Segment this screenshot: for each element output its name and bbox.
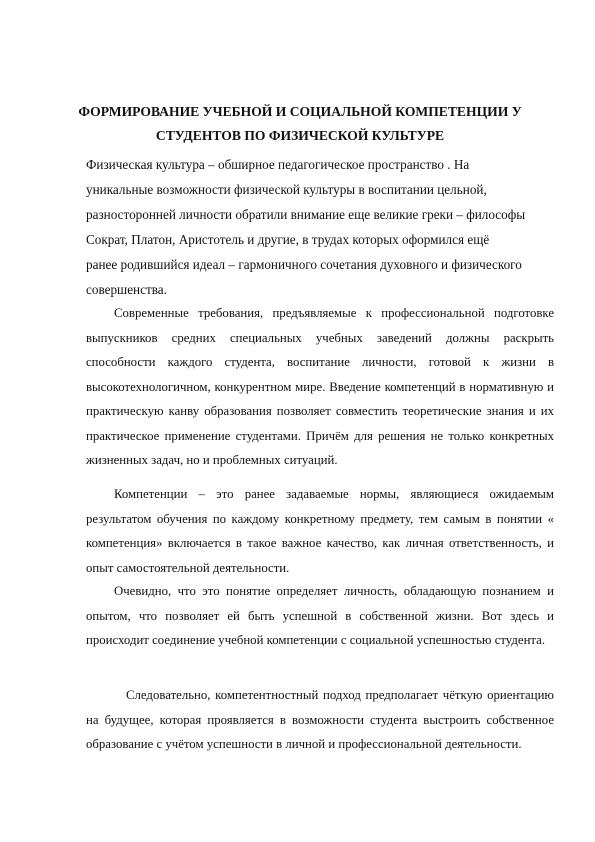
intro-line-4: Сократ, Платон, Аристотель и другие, в трудах которых оформился ещё	[86, 232, 490, 247]
intro-line-5: ранее родившийся идеал – гармоничного сочетания духовного и физического	[86, 257, 522, 272]
document-title-line-1: ФОРМИРОВАНИЕ УЧЕБНОЙ И СОЦИАЛЬНОЙ КОМПЕТЕНЦИИ У	[78, 104, 522, 119]
body-paragraph-2: Компетенции – это ранее задаваемые нормы, являющиеся ожидаемым результатом обучения по каждому конкретному предмету, тем самым в понятии « компетенция» включается в такое важное качество, как личная ответственность, и опыт самостоятельной деятельности.	[86, 487, 554, 575]
body-paragraph-3: Очевидно, что это понятие определяет личность, обладающую познанием и опытом, что позволяет ей быть успешной в собственной жизни. Вот здесь и происходит соединение учебной компетенции с социальной успешностью студента.	[86, 584, 554, 647]
intro-line-1: Физическая культура – обширное педагогическое пространство . На	[86, 157, 470, 172]
body-paragraph-1: Современные требования, предъявляемые к профессиональной подготовке выпускников средних специальных учебных заведений должны раскрыть способности каждого студента, воспитание личности, готовой к жизни в высокотехнологичном, конкурентном мире. Введение компетенций в нормативную и практическую канву образования позволяет совместить теоретические знания и их практическое применение студентами. Причём для решения не только конкретных жизненных задач, но и проблемных ситуаций.	[86, 306, 554, 467]
intro-line-6: совершенства.	[86, 282, 167, 297]
document-title-line-2: СТУДЕНТОВ ПО ФИЗИЧЕСКОЙ КУЛЬТУРЕ	[155, 128, 445, 143]
intro-line-2: уникальные возможности физической культуры в воспитании цельной,	[86, 182, 487, 197]
intro-line-3: разносторонней личности обратили внимание еще великие греки – философы	[86, 207, 526, 222]
body-paragraph-4: Следовательно, компетентностный подход предполагает чёткую ориентацию на будущее, которая проявляется в возможности студента выстроить собственное образование с учётом успешности в личной и профессиональной деятельности.	[86, 688, 554, 751]
